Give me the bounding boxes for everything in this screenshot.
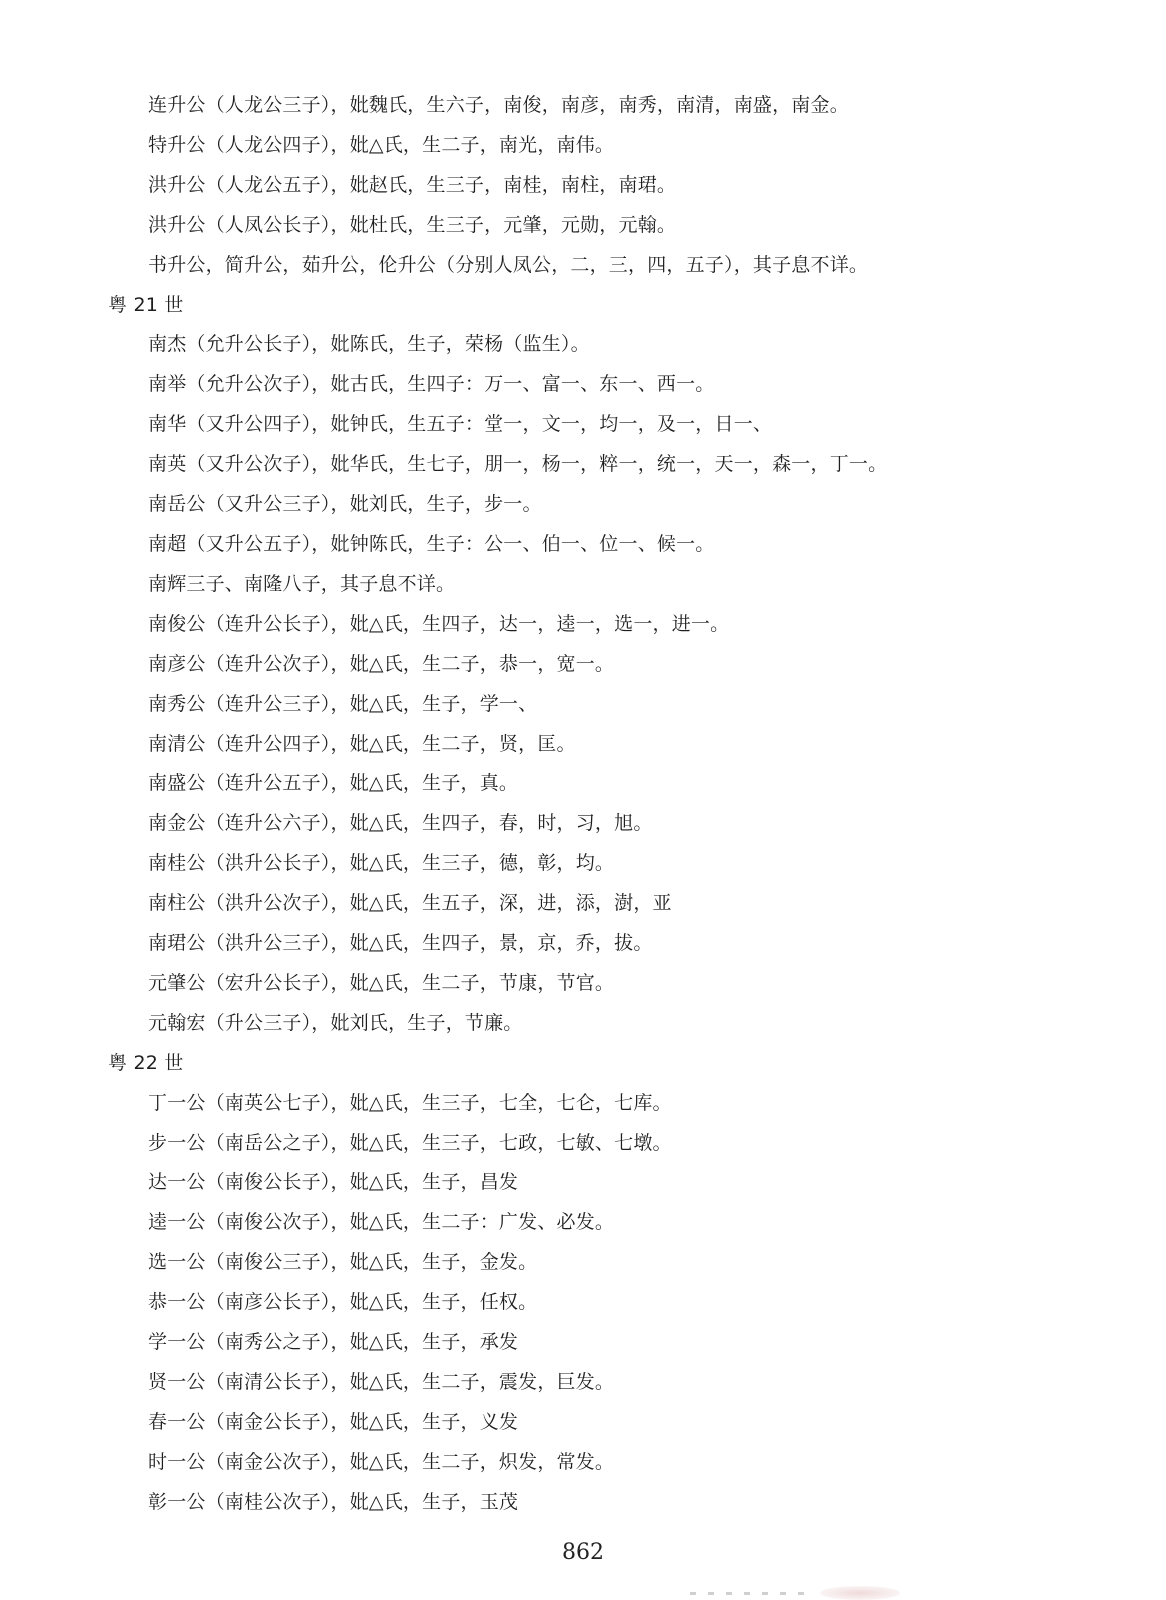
- genealogy-entry: 元翰宏（升公三子），妣刘氏，生子，节廉。: [148, 1011, 523, 1034]
- genealogy-entry: 连升公（人龙公三子），妣魏氏，生六子，南俊，南彦，南秀，南清，南盛，南金。: [148, 94, 849, 116]
- genealogy-entry: 南华（又升公四子），妣钟氏，生五子：堂一，文一，均一，及一，日一、: [148, 413, 773, 436]
- genealogy-entry: 南岳公（又升公三子），妣刘氏，生子，步一。: [148, 493, 542, 516]
- genealogy-entry: 步一公（南岳公之子），妣△氏，生三子，七政，七敏、七墩。: [148, 1131, 672, 1154]
- genealogy-entry: 南彦公（连升公次子），妣△氏，生二子，恭一，宽一。: [148, 652, 615, 675]
- genealogy-entry: 贤一公（南清公长子），妣△氏，生二子，震发，巨发。: [148, 1371, 615, 1393]
- page-number: 862: [562, 1540, 604, 1565]
- genealogy-entry: 南杰（允升公长子），妣陈氏，生子，荣杨（监生）。: [148, 333, 590, 356]
- genealogy-entry: 南珺公（洪升公三子），妣△氏，生四子，景，京，乔，拔。: [148, 932, 653, 955]
- genealogy-text-block: [108, 86, 1108, 1523]
- genealogy-entry: 丁一公（南英公七子），妣△氏，生三子，七全，七仑，七库。: [148, 1091, 672, 1114]
- genealogy-entry: 南辉三子、南隆八子，其子息不详。: [148, 572, 456, 595]
- genealogy-entry: 春一公（南金公长子），妣△氏，生子，义发: [148, 1410, 519, 1433]
- genealogy-entry: 南秀公（连升公三子），妣△氏，生子，学一、: [148, 692, 538, 715]
- genealogy-entry: 逵一公（南俊公次子），妣△氏，生二子：广发、必发。: [148, 1211, 615, 1234]
- genealogy-entry: 彰一公（南桂公次子），妣△氏，生子，玉茂: [148, 1490, 519, 1513]
- genealogy-entry: 南超（又升公五子），妣钟陈氏，生子：公一、伯一、位一、候一。: [148, 532, 715, 555]
- genealogy-entry: 时一公（南金公次子），妣△氏，生二子，炽发，常发。: [148, 1450, 615, 1473]
- genealogy-entry: 学一公（南秀公之子），妣△氏，生子，承发: [148, 1331, 519, 1354]
- genealogy-entry: 书升公，简升公，茹升公，伦升公（分别人凤公，二，三，四，五子），其子息不详。: [148, 253, 869, 276]
- genealogy-entry: 元肇公（宏升公长子），妣△氏，生二子，节康，节官。: [148, 971, 615, 994]
- genealogy-entry: 选一公（南俊公三子），妣△氏，生子，金发。: [148, 1251, 538, 1274]
- genealogy-entry: 南英（又升公次子），妣华氏，生七子，朋一，杨一，粹一，统一，天一，森一，丁一。: [148, 453, 888, 476]
- genealogy-entry: 南举（允升公次子），妣古氏，生四子：万一、富一、东一、西一。: [148, 373, 715, 396]
- genealogy-entry: 南俊公（连升公长子），妣△氏，生四子，达一，逵一，选一，进一。: [148, 612, 730, 635]
- genealogy-entry: 洪升公（人龙公五子），妣赵氏，生三子，南桂，南柱，南珺。: [148, 173, 677, 196]
- generation-heading: 粤 22 世: [108, 1051, 184, 1074]
- genealogy-entry: 南桂公（洪升公长子），妣△氏，生三子，德，彰，均。: [148, 852, 615, 875]
- scan-artifact-dots: [690, 1592, 810, 1595]
- genealogy-entry: 南清公（连升公四子），妣△氏，生二子，贤，匡。: [148, 732, 576, 755]
- genealogy-entry: 南金公（连升公六子），妣△氏，生四子，春，时，习，旭。: [148, 812, 653, 835]
- genealogy-entry: 南柱公（洪升公次子），妣△氏，生五子，深，进，添，澍，亚: [148, 892, 672, 915]
- genealogy-entry: 南盛公（连升公五子），妣△氏，生子，真。: [148, 772, 519, 795]
- genealogy-entry: 特升公（人龙公四子），妣△氏，生二子，南光，南伟。: [148, 133, 615, 156]
- genealogy-entry: 洪升公（人凤公长子），妣杜氏，生三子，元肇，元勋，元翰。: [148, 213, 677, 236]
- genealogy-entry: 达一公（南俊公长子），妣△氏，生子，昌发: [148, 1171, 519, 1194]
- genealogy-entry: 恭一公（南彦公长子），妣△氏，生子，任权。: [148, 1291, 538, 1314]
- scan-artifact-smudge: [820, 1586, 900, 1600]
- generation-heading: 粤 21 世: [108, 293, 184, 316]
